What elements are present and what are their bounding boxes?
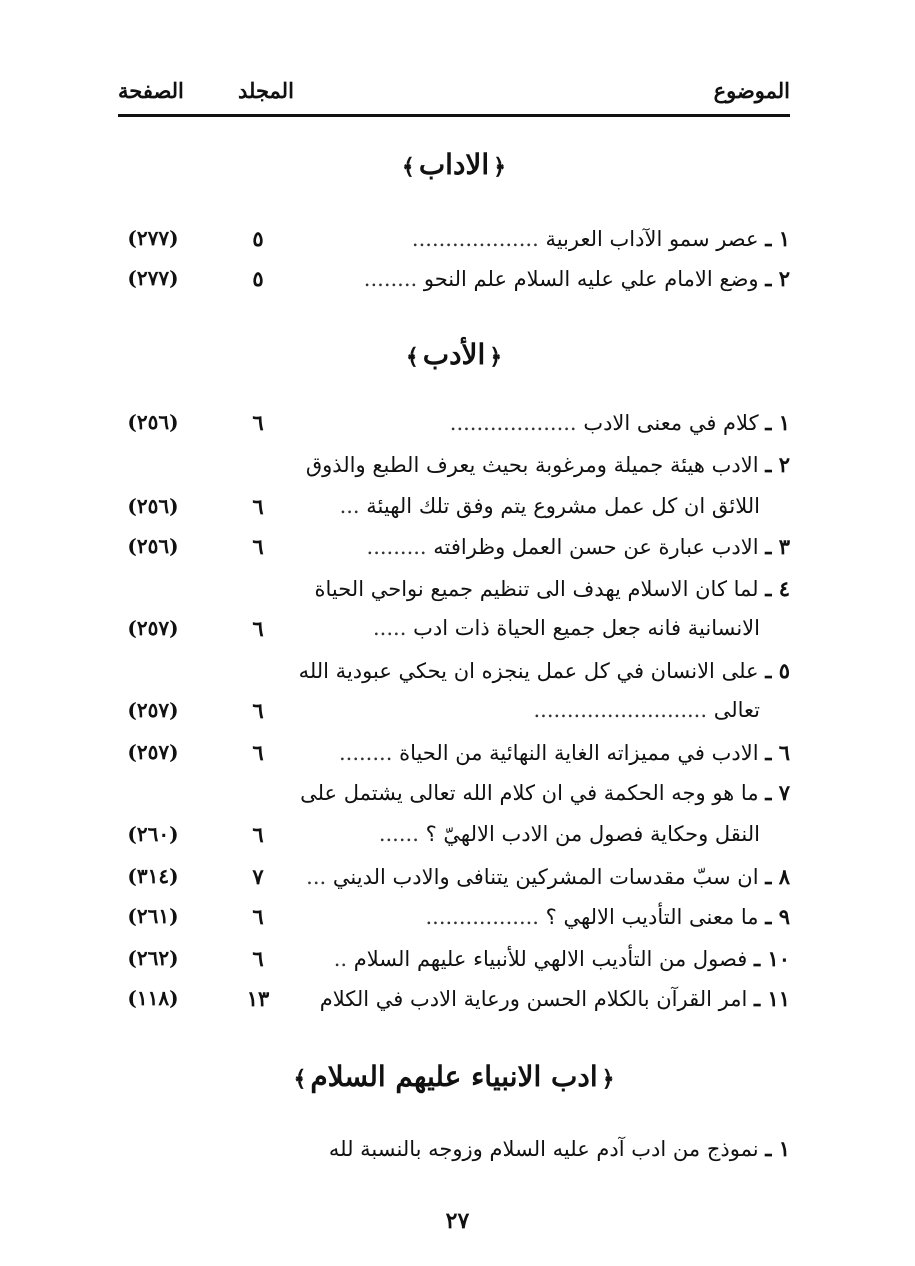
leader-dots: ... (306, 865, 327, 889)
item-text: الادب عبارة عن حسن العمل وظرافته (433, 535, 759, 559)
item-number: ٣ ـ (765, 534, 790, 559)
section-heading (118, 148, 790, 181)
ornament-icon: ﴾ (293, 1066, 307, 1092)
item-page: (٢٥٦) (127, 494, 179, 518)
leader-dots: ................... (449, 411, 577, 435)
list-item (118, 740, 790, 776)
item-volume: ٦ (252, 410, 264, 435)
list-item (118, 266, 790, 302)
item-volume: ٦ (252, 946, 264, 971)
item-page: (٢٦١) (127, 904, 179, 928)
item-volume: ٦ (252, 904, 264, 929)
list-item (118, 616, 790, 652)
leader-dots: ........ (363, 267, 418, 291)
item-page: (١١٨) (127, 986, 179, 1010)
item-text: فصول من التأديب الالهي للأنبياء عليهم السلام (353, 947, 748, 971)
section-title: ادب الانبياء عليهم السلام (310, 1060, 598, 1093)
item-number: ١ ـ (765, 410, 790, 435)
item-text: كلام في معنى الادب (583, 411, 759, 435)
item-page: (٢٥٧) (127, 740, 179, 764)
list-item (118, 576, 790, 612)
item-volume: ٦ (252, 822, 264, 847)
ornament-icon: ﴾ (401, 154, 415, 180)
leader-dots: ...... (378, 822, 419, 846)
item-text: تعالى (713, 698, 760, 722)
ornament-icon: ﴿ (493, 154, 507, 180)
item-number: ٢ ـ (765, 266, 790, 291)
item-volume: ٥ (252, 266, 264, 291)
item-text: ما معنى التأديب الالهي ؟ (545, 905, 759, 929)
item-page: (٢٥٦) (127, 534, 179, 558)
item-number: ٢ ـ (765, 452, 790, 477)
list-item (118, 658, 790, 694)
item-text: وضع الامام علي عليه السلام علم النحو (423, 267, 759, 291)
item-page: (٢٥٧) (127, 698, 179, 722)
item-text: الانسانية فانه جعل جميع الحياة ذات ادب (413, 616, 760, 640)
section-title: الاداب (418, 148, 490, 181)
item-page: (٢٧٧) (127, 226, 179, 250)
list-item (118, 494, 790, 530)
item-text: امر القرآن بالكلام الحسن ورعاية الادب في الكلام (319, 987, 748, 1011)
list-item (118, 780, 790, 816)
table-header (118, 78, 790, 117)
item-volume: ٥ (252, 226, 264, 251)
list-item (118, 946, 790, 982)
ornament-icon: ﴾ (405, 344, 419, 370)
item-number: ٧ ـ (765, 780, 790, 805)
item-text: ما هو وجه الحكمة في ان كلام الله تعالى يشتمل على (300, 781, 759, 805)
leader-dots: .......................... (533, 698, 708, 722)
list-item (118, 864, 790, 900)
item-volume: ١٣ (246, 986, 270, 1011)
list-item (118, 822, 790, 858)
list-item (118, 226, 790, 262)
section-heading (118, 1060, 790, 1093)
item-volume: ٦ (252, 494, 264, 519)
header-volume: المجلد (238, 78, 294, 103)
item-number: ١١ ـ (753, 986, 790, 1011)
section-title: الأدب (422, 338, 486, 371)
item-number: ١ ـ (765, 1136, 790, 1161)
leader-dots: ......... (366, 535, 427, 559)
item-volume: ٦ (252, 616, 264, 641)
list-item (118, 410, 790, 446)
list-item (118, 986, 790, 1022)
leader-dots: ... (339, 494, 360, 518)
ornament-icon: ﴿ (489, 344, 503, 370)
item-page: (٣١٤) (127, 864, 179, 888)
item-number: ٤ ـ (765, 576, 790, 601)
leader-dots: ..... (373, 616, 407, 640)
item-volume: ٦ (252, 740, 264, 765)
list-item (118, 698, 790, 734)
item-text: الادب في مميزاته الغاية النهائية من الحياة (399, 741, 759, 765)
item-number: ١٠ ـ (753, 946, 790, 971)
item-number: ٩ ـ (765, 904, 790, 929)
item-volume: ٧ (252, 864, 264, 889)
item-number: ١ ـ (765, 226, 790, 251)
item-page: (٢٧٧) (127, 266, 179, 290)
page-number: ٢٧ (445, 1208, 470, 1234)
item-text: لما كان الاسلام يهدف الى تنظيم جميع نواحي الحياة (314, 577, 759, 601)
item-volume: ٦ (252, 698, 264, 723)
item-text: على الانسان في كل عمل ينجزه ان يحكي عبودية الله (298, 659, 759, 683)
leader-dots: ................. (425, 905, 539, 929)
item-text: النقل وحكاية فصول من الادب الالهيّ ؟ (425, 822, 760, 846)
list-item (118, 904, 790, 940)
list-item (118, 534, 790, 570)
header-page: الصفحة (118, 78, 184, 103)
item-number: ٥ ـ (765, 658, 790, 683)
ornament-icon: ﴿ (601, 1066, 615, 1092)
header-topic: الموضوع (713, 78, 790, 103)
item-page: (٢٥٦) (127, 410, 179, 434)
item-page: (٢٥٧) (127, 616, 179, 640)
item-page: (٢٦٢) (127, 946, 179, 970)
item-number: ٦ ـ (765, 740, 790, 765)
item-text: عصر سمو الآداب العربية (545, 227, 759, 251)
leader-dots: ........ (338, 741, 393, 765)
item-text: الادب هيئة جميلة ومرغوبة بحيث يعرف الطبع والذوق (305, 453, 759, 477)
leader-dots: .. (333, 947, 348, 971)
item-text: ان سبّ مقدسات المشركين يتنافى والادب الديني (332, 865, 759, 889)
item-text: نموذج من ادب آدم عليه السلام وزوجه بالنسبة لله (328, 1137, 759, 1161)
section-heading (118, 338, 790, 371)
item-text: اللائق ان كل عمل مشروع يتم وفق تلك الهيئة (366, 494, 760, 518)
list-item (118, 452, 790, 488)
item-number: ٨ ـ (765, 864, 790, 889)
list-item (118, 1136, 790, 1172)
item-volume: ٦ (252, 534, 264, 559)
item-page: (٢٦٠) (127, 822, 179, 846)
leader-dots: ................... (411, 227, 539, 251)
